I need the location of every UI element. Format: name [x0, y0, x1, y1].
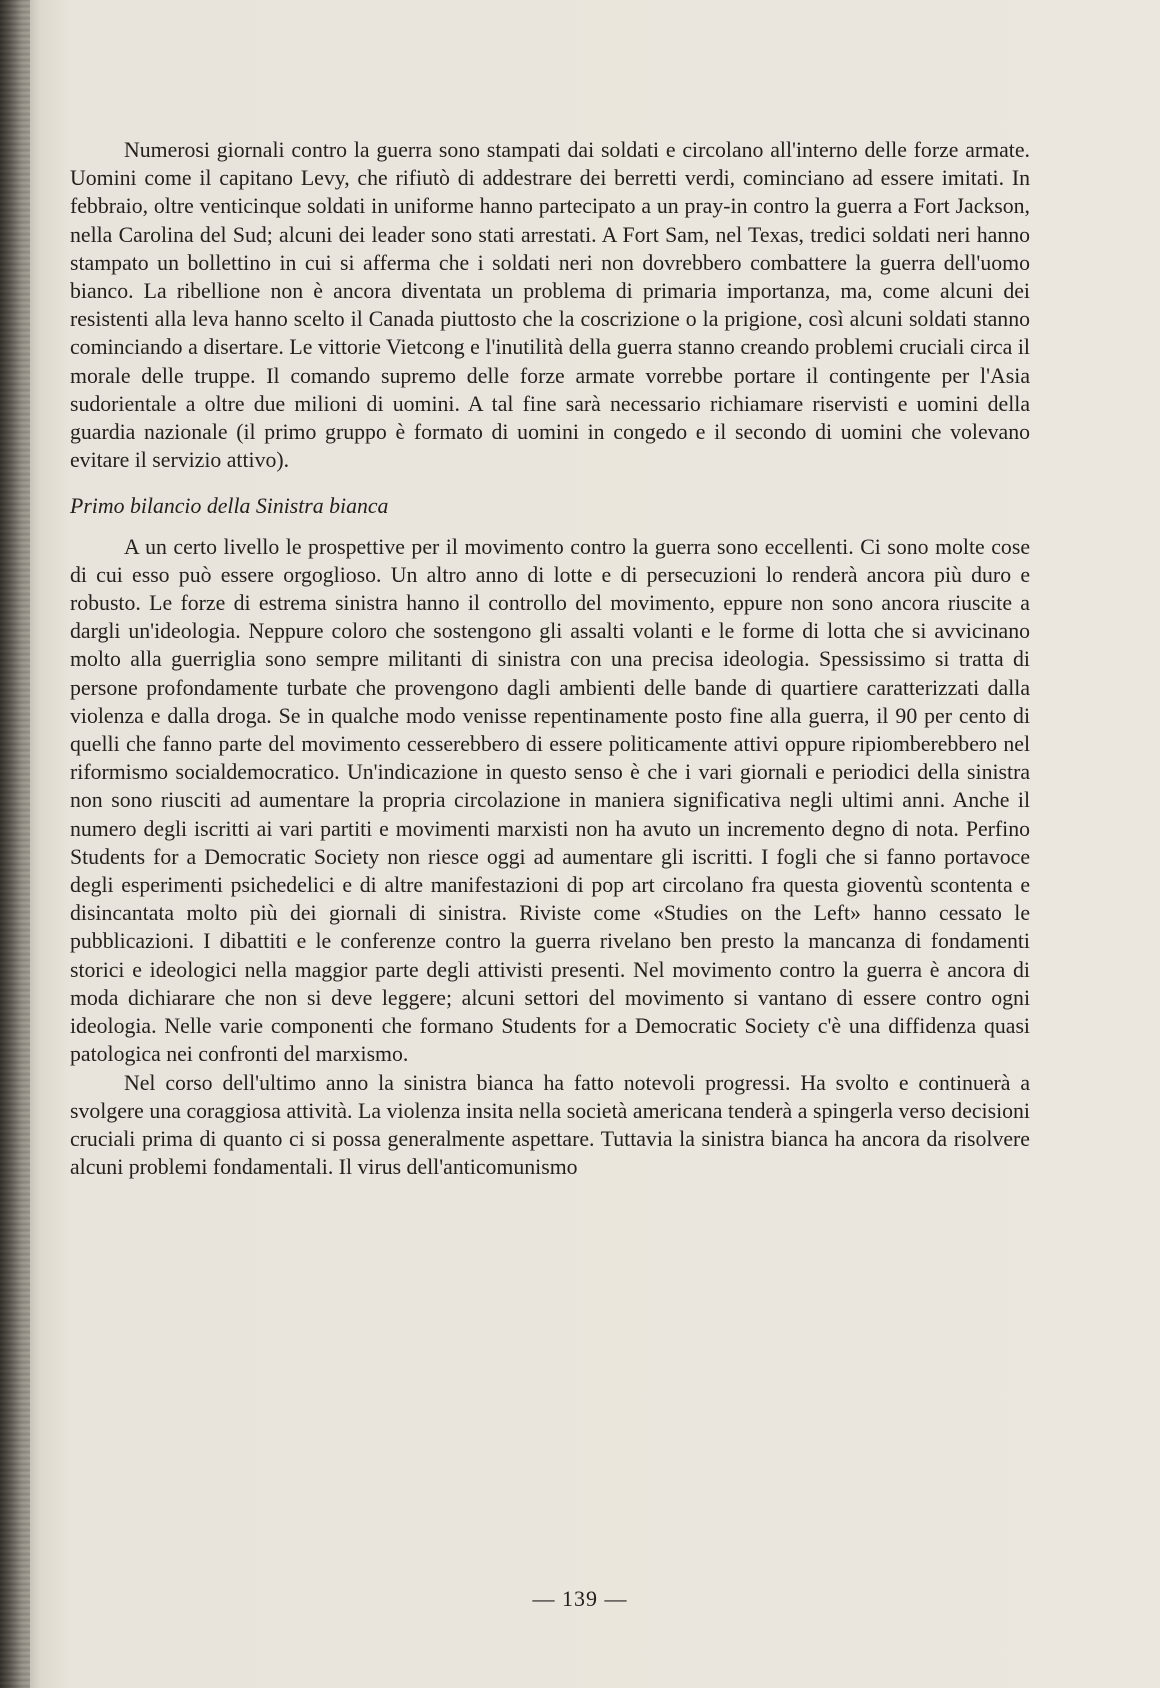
section-heading: Primo bilancio della Sinistra bianca	[70, 494, 389, 519]
paragraph-white-left-progress: Nel corso dell'ultimo anno la sinistra bianca ha fatto notevoli progressi. Ha svolto e continuerà a svolgere una coraggiosa attività. La violenza insita nella società americana tenderà a spingerla verso decisioni cruciali prima di quanto ci si possa generalmente aspettare. Tuttavia la sinistra bianca ha ancora da risolvere alcuni problemi fondamentali. Il virus dell'anticomunismo	[70, 1070, 1030, 1180]
book-spine-shadow	[0, 0, 30, 1688]
page-number: — 139 —	[532, 1586, 628, 1611]
paragraph-movement-prospects: A un certo livello le prospettive per il movimento contro la guerra sono eccellenti. Ci sono molte cose di cui esso può essere orgoglioso. Un altro anno di lotte e di persecuzioni lo renderà ancora più duro e robusto. Le forze di estrema sinistra hanno il controllo del movimento, eppure non sono ancora riuscite a dargli un'ideologia. Neppure coloro che sostengono gli assalti volanti e le forme di lotta che si avvicinano molto alla guerriglia sono sempre militanti di sinistra con una precisa ideologia. Spessissimo si tratta di persone profondamente turbate che provengono dagli ambienti delle bande di quartiere caratterizzati dalla violenza e dalla droga. Se in qualche modo venisse repentinamente posto fine alla guerra, il 90 per cento di quelli che fanno parte del movimento cesserebbero di essere politicamente attivi oppure ripiomberebbero nel riformismo socialdemocratico. Un'indicazione in questo senso è che i vari giornali e periodici della sinistra non sono riusciti ad aumentare la propria circolazione in maniera significativa negli ultimi anni. Anche il numero degli iscritti ai vari partiti e movimenti marxisti non ha avuto un incremento degno di nota. Perfino Students for a Democratic Society non riesce oggi ad aumentare gli iscritti. I fogli che si fanno portavoce degli esperimenti psichedelici e di altre manifestazioni di pop art circolano fra questa gioventù scontenta e disincantata molto più dei giornali di sinistra. Riviste come «Studies on the Left» hanno cessato le pubblicazioni. I dibattiti e le conferenze contro la guerra rivelano ben presto la mancanza di fondamenti storici e ideologici nella maggior parte degli attivisti presenti. Nel movimento contro la guerra è ancora di moda dichiarare che non si deve leggere; alcuni settori del movimento si vantano di essere contro ogni ideologia. Nelle varie componenti che formano Students for a Democratic Society c'è una diffidenza quasi patologica nei confronti del marxismo.	[70, 534, 1030, 1067]
paragraph-soldiers-protest: Numerosi giornali contro la guerra sono stampati dai soldati e circolano all'interno delle forze armate. Uomini come il capitano Levy, che rifiutò di addestrare dei berretti verdi, cominciano ad essere imitati. In febbraio, oltre venticinque soldati in uniforme hanno partecipato a un pray-in contro la guerra a Fort Jackson, nella Carolina del Sud; alcuni dei leader sono stati arrestati. A Fort Sam, nel Texas, tredici soldati neri hanno stampato un bollettino in cui si afferma che i soldati neri non dovrebbero combattere la guerra dell'uomo bianco. La ribellione non è ancora diventata un problema di primaria importanza, ma, come alcuni dei resistenti alla leva hanno scelto il Canada piuttosto che la coscrizione o la prigione, così alcuni soldati stanno cominciando a disertare. Le vittorie Vietcong e l'inutilità della guerra stanno creando problemi cruciali circa il morale delle truppe. Il comando supremo delle forze armate vorrebbe portare il contingente per l'Asia sudorientale a oltre due milioni di uomini. A tal fine sarà necessario richiamare riservisti e uomini della guardia nazionale (il primo gruppo è formato di uomini in congedo e il secondo di uomini che volevano evitare il servizio attivo).	[70, 138, 1030, 473]
page-text-block	[70, 136, 1030, 1181]
